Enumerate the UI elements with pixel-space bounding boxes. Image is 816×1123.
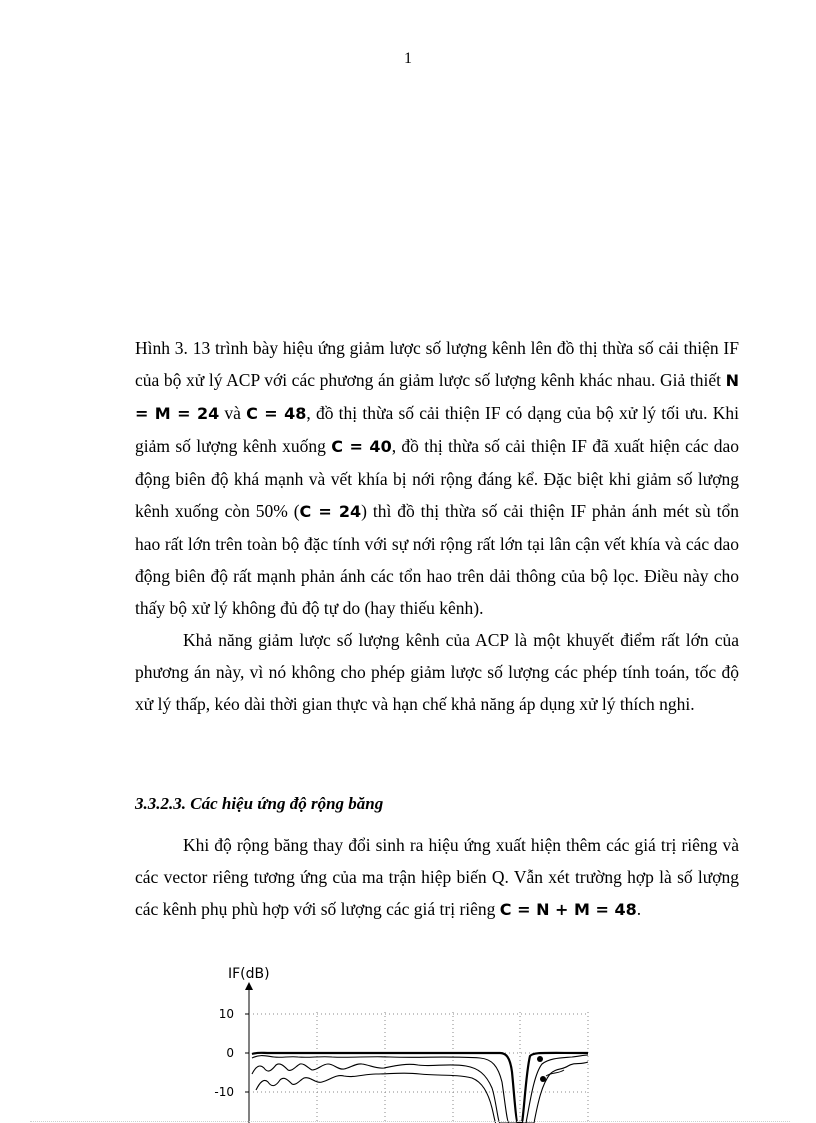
y-axis-title: IF(dB) bbox=[228, 966, 270, 982]
page-bottom-divider bbox=[30, 1121, 790, 1122]
y-axis-arrow bbox=[245, 982, 253, 990]
math-n-equals-m: N = M = 24 bbox=[135, 371, 739, 423]
section-heading: 3.3.2.3. Các hiệu ứng độ rộng băng bbox=[135, 794, 384, 813]
math-c-n-m-48: C = N + M = 48 bbox=[499, 900, 637, 919]
text-run: , đồ thị thừa số cải thiện IF đã xuất hiện các dao động biên độ khá mạnh và vết khía bị nới rộng đáng kể. Đặc biệt khi giảm số lượng kênh xuống còn 50% ( bbox=[135, 436, 739, 521]
figure-if-plot bbox=[200, 962, 620, 1123]
page-number: 1 bbox=[404, 50, 412, 67]
body-text bbox=[135, 332, 739, 720]
y-tick-label: -10 bbox=[214, 1085, 234, 1099]
y-tick-label: 0 bbox=[226, 1046, 234, 1060]
curve-c-low bbox=[256, 1073, 496, 1123]
text-run: . bbox=[636, 899, 642, 919]
y-tick-label: 10 bbox=[218, 1007, 234, 1021]
math-c-48: C = 48 bbox=[246, 404, 307, 423]
body-text-bandwidth bbox=[135, 829, 739, 926]
text-run: Khi độ rộng băng thay đổi sinh ra hiệu ứng xuất hiện thêm các giá trị riêng và các vector riêng tương ứng của ma trận hiệp biến Q. Vẫn xét trường hợp là số lượng các kênh phụ phù hợp với số lượng các giá trị riêng bbox=[135, 835, 739, 919]
text-run: và bbox=[219, 403, 247, 423]
text-run: Hình 3. 13 trình bày hiệu ứng giảm lược số lượng kênh lên đồ thị thừa số cải thiện IF của bộ xử lý ACP với các phương án giảm lược số lượng kênh khác nhau. Giả thiết bbox=[135, 338, 739, 390]
text-run: ) thì đồ thị thừa số cải thiện IF phản ánh mét sù tổn hao rất lớn trên toàn bộ đặc tính với sự nới rộng rất lớn tại lân cận vết khía và các dao động biên độ rất mạnh phản ánh các tổn hao trên dải thông của bộ lọc. Điều này cho thấy bộ xử lý không đủ độ tự do (hay thiếu kênh). bbox=[135, 501, 739, 618]
curve-c48 bbox=[252, 1053, 588, 1123]
paragraph-acp-drawback: Khả năng giảm lược số lượng kênh của ACP là một khuyết điểm rất lớn của phương án này, vì nó không cho phép giảm lược số lượng các phép tính toán, tốc độ xử lý thấp, kéo dài thời gian thực và hạn chế khả năng áp dụng xử lý thích nghi. bbox=[135, 630, 739, 714]
paragraph-effect-channel-reduction bbox=[135, 332, 739, 624]
curve-marker bbox=[540, 1076, 546, 1082]
math-c-40: C = 40 bbox=[331, 437, 392, 456]
math-c-24: C = 24 bbox=[299, 502, 362, 521]
paragraph-bandwidth-effect bbox=[135, 829, 739, 926]
curve-marker bbox=[537, 1056, 543, 1062]
if-plot-svg bbox=[200, 962, 620, 1123]
text-run: , đồ thị thừa số cải thiện IF có dạng của bộ xử lý tối ưu. Khi giảm số lượng kênh xuống bbox=[135, 403, 739, 456]
